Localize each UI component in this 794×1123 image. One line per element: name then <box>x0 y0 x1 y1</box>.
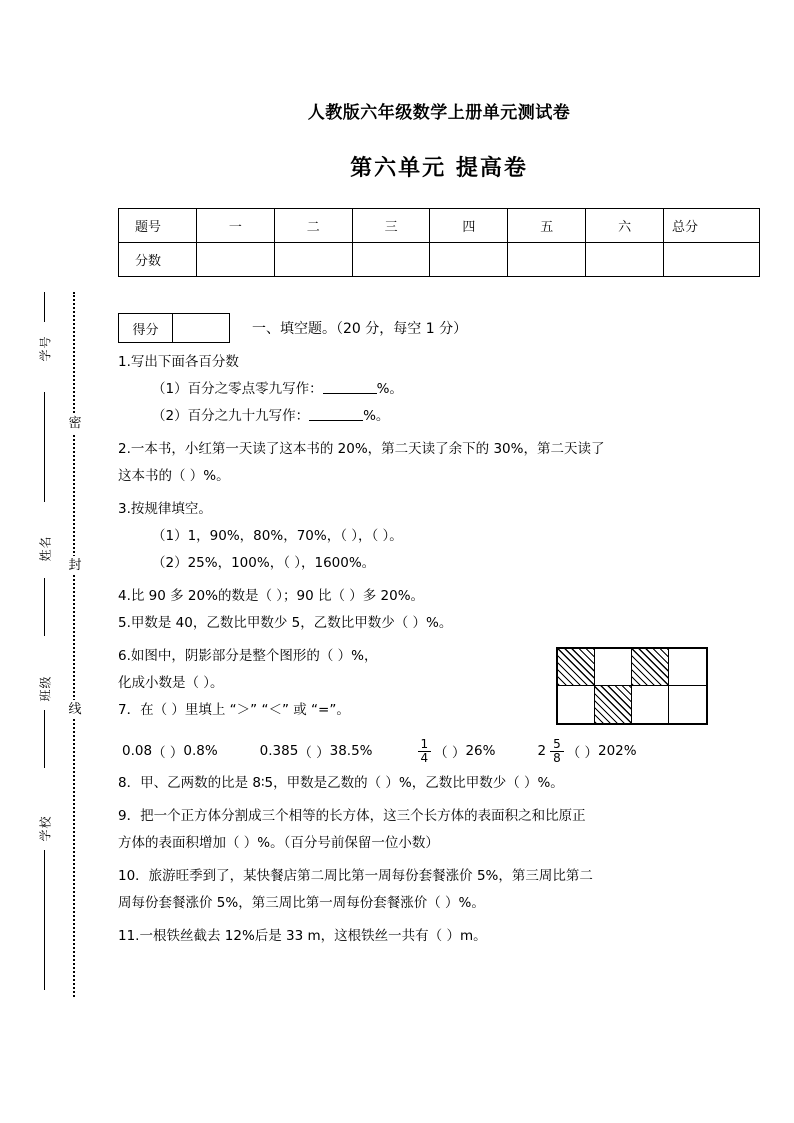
grid-cell <box>595 649 632 686</box>
section-title: 一、填空题。（20 分，每空 1 分） <box>252 321 468 337</box>
score-table-total-label: 总分 <box>664 209 760 243</box>
seal-char-mi: 密 <box>65 414 85 433</box>
compare-item-4 <box>537 738 636 764</box>
question-1a-text: （1）百分之零点零九写作： <box>152 381 323 397</box>
seal-char-feng: 封 <box>65 556 85 575</box>
question-9-line2: 方体的表面积增加（ ）%。（百分号前保留一位小数） <box>118 835 439 852</box>
score-table <box>118 208 760 277</box>
question-3b: （2）25%，100%，（ ），1600%。 <box>152 555 376 571</box>
page-subtitle: 第六单元 提高卷 <box>350 156 528 181</box>
question-1a <box>118 376 760 403</box>
defen-label: 得分 <box>119 314 173 342</box>
score-cell[interactable] <box>586 243 664 277</box>
sealing-dotted-line <box>73 292 75 997</box>
grid-cell <box>632 686 669 723</box>
compare-3-right: 26% <box>465 743 496 760</box>
exam-page <box>110 0 794 1123</box>
question-11: 11.一根铁丝截去 12%后是 33 m，这根铁丝一共有（ ）m。 <box>118 928 487 945</box>
compare-2-right: 38.5% <box>329 743 373 760</box>
score-cell-total[interactable] <box>664 243 760 277</box>
question-8: 8．甲、乙两数的比是 8∶5，甲数是乙数的（ ）%，乙数比甲数少（ ）%。 <box>118 775 564 792</box>
question-10-line1: 10．旅游旺季到了，某快餐店第二周比第一周每份套餐涨价 5%，第三周比第二 <box>118 868 593 885</box>
question-1b-suffix: %。 <box>363 408 390 424</box>
score-table-col-1: 一 <box>197 209 275 243</box>
score-table-col-6: 六 <box>586 209 664 243</box>
sealing-strip <box>0 0 110 1123</box>
fraction-numerator: 5 <box>550 738 564 752</box>
question-2-line2: 这本书的（ ）%。 <box>118 468 230 484</box>
fraction-numerator: 1 <box>418 738 432 752</box>
compare-4-right: 202% <box>598 743 637 760</box>
grid-cell-shaded <box>558 649 595 686</box>
question-5: 5.甲数是 40，乙数比甲数少 5，乙数比甲数少（ ）%。 <box>118 615 453 631</box>
seal-label-class: 班级 <box>38 675 53 702</box>
compare-3-paren[interactable]: （ ） <box>434 745 466 762</box>
compare-item-1 <box>122 741 218 761</box>
question-10-line2: 周每份套餐涨价 5%，第三周比第一周每份套餐涨价（ ）%。 <box>118 895 485 912</box>
question-9-line1: 9．把一个正方体分割成三个相等的长方体，这三个长方体的表面积之和比原正 <box>118 808 586 825</box>
question-1-stem: 1.写出下面各百分数 <box>118 354 239 370</box>
question-7: 7．在（ ）里填上 “＞” “＜” 或 “=”。 <box>118 702 350 718</box>
grid-cell <box>558 686 595 723</box>
section-header <box>118 313 760 343</box>
question-4: 4.比 90 多 20%的数是（ ）；90 比（ ）多 20%。 <box>118 588 425 604</box>
fraction-denominator: 4 <box>420 750 429 765</box>
grid-cell <box>669 686 706 723</box>
defen-box <box>118 313 230 343</box>
score-cell[interactable] <box>508 243 586 277</box>
seal-rule <box>44 578 45 636</box>
grid-cell-shaded <box>632 649 669 686</box>
comparison-row <box>118 738 760 764</box>
seal-rule <box>44 850 45 990</box>
compare-4-paren[interactable]: （ ） <box>566 745 598 762</box>
seal-label-student-id: 学号 <box>38 335 53 362</box>
defen-input-cell[interactable] <box>173 314 229 342</box>
compare-1-right: 0.8% <box>183 743 218 760</box>
question-3-stem: 3.按规律填空。 <box>118 501 212 517</box>
question-3a: （1）1，90%，80%，70%，（ ），（ ）。 <box>152 528 403 544</box>
question-1b <box>118 403 760 430</box>
table-row <box>119 209 760 243</box>
score-cell[interactable] <box>274 243 352 277</box>
score-cell[interactable] <box>430 243 508 277</box>
mixed-whole-part: 2 <box>537 743 547 760</box>
answer-blank[interactable] <box>323 381 377 394</box>
compare-1-left: 0.08 <box>122 743 153 760</box>
table-row <box>119 243 760 277</box>
compare-item-3 <box>415 738 496 764</box>
answer-blank[interactable] <box>309 408 363 421</box>
question-1a-suffix: %。 <box>376 381 403 397</box>
compare-2-left: 0.385 <box>259 743 299 760</box>
score-cell[interactable] <box>197 243 275 277</box>
score-table-col-3: 三 <box>352 209 430 243</box>
grid-cell-shaded <box>595 686 632 723</box>
fraction-denominator: 8 <box>553 750 561 765</box>
compare-item-2 <box>260 741 373 761</box>
seal-rule <box>44 710 45 768</box>
question-6-line1: 6.如图中，阴影部分是整个图形的（ ）%， <box>118 648 378 664</box>
fraction-five-eighths <box>550 738 564 764</box>
score-cell[interactable] <box>352 243 430 277</box>
seal-char-xian: 线 <box>65 700 85 719</box>
compare-1-paren[interactable]: （ ） <box>152 745 184 762</box>
compare-2-paren[interactable]: （ ） <box>298 745 330 762</box>
score-table-row-label-score: 分数 <box>119 243 197 277</box>
question-6-block <box>118 643 760 697</box>
seal-rule <box>44 392 45 502</box>
fraction-one-quarter <box>418 738 432 764</box>
mixed-number-two-five-eighths <box>537 738 566 764</box>
seal-rule <box>44 292 45 322</box>
score-table-col-4: 四 <box>430 209 508 243</box>
score-table-row-label: 题号 <box>119 209 197 243</box>
question-2-line1: 2.一本书，小红第一天读了这本书的 20%，第二天读了余下的 30%，第二天读了 <box>118 441 605 457</box>
seal-label-name: 姓名 <box>38 535 53 562</box>
question-1b-text: （2）百分之九十九写作： <box>152 408 310 424</box>
seal-label-school: 学校 <box>38 815 53 842</box>
page-title: 人教版六年级数学上册单元测试卷 <box>307 103 571 123</box>
grid-cell <box>669 649 706 686</box>
score-table-col-2: 二 <box>274 209 352 243</box>
shaded-grid-figure <box>556 647 708 725</box>
score-table-col-5: 五 <box>508 209 586 243</box>
question-6-line2: 化成小数是（ ）。 <box>118 675 224 691</box>
